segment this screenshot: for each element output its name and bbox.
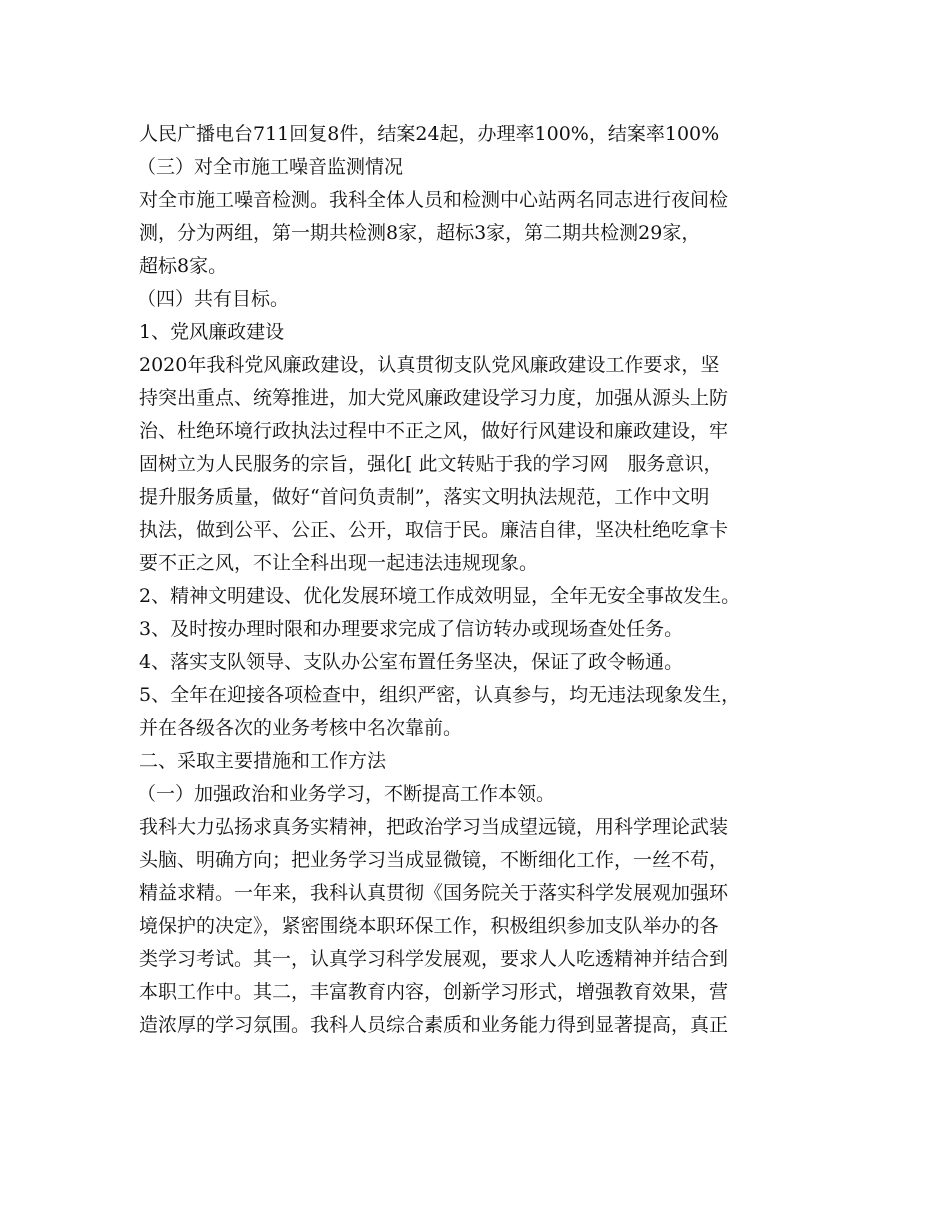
text-line: 类学习考试。其一，认真学习科学发展观，要求人人吃透精神并结合到 xyxy=(139,948,729,970)
text-line: 头脑、明确方向；把业务学习当成显微镜，不断细化工作，一丝不苟， xyxy=(139,849,729,871)
list-item: 3、及时按办理时限和办理要求完成了信访转办或现场查处任务。 xyxy=(139,618,684,640)
text-line: 2020年我科党风廉政建设，认真贯彻支队党风廉政建设工作要求，坚 xyxy=(139,354,720,376)
document-body xyxy=(139,118,829,1042)
section-heading: （一）加强政治和业务学习，不断提高工作本领。 xyxy=(137,783,556,805)
text-line: 人民广播电台711回复8件，结案24起，办理率100%，结案率100% xyxy=(139,123,720,145)
text-line: 执法，做到公平、公正、公开，取信于民。廉洁自律，坚决杜绝吃拿卡 xyxy=(139,519,729,541)
list-item: 2、精神文明建设、优化发展环境工作成效明显，全年无安全事故发生。 xyxy=(139,585,741,607)
text-line: 造浓厚的学习氛围。我科人员综合素质和业务能力得到显著提高，真正 xyxy=(139,1014,729,1036)
text-line: 治、杜绝环境行政执法过程中不正之风，做好行风建设和廉政建设，牢 xyxy=(139,420,729,442)
text-line: 提升服务质量，做好“首问负责制”，落实文明执法规范，工作中文明 xyxy=(139,486,710,508)
list-item: 5、全年在迎接各项检查中，组织严密，认真参与，均无违法现象发生， xyxy=(139,684,741,706)
text-line: 并在各级各次的业务考核中名次靠前。 xyxy=(139,717,463,739)
text-line: 持突出重点、统筹推进，加大党风廉政建设学习力度，加强从源头上防 xyxy=(139,387,729,409)
text-line: 对全市施工噪音检测。我科全体人员和检测中心站两名同志进行夜间检 xyxy=(139,189,729,211)
list-item: 4、落实支队领导、支队办公室布置任务坚决，保证了政令畅通。 xyxy=(139,651,684,673)
text-line: 要不正之风，不让全科出现一起违法违规现象。 xyxy=(139,552,539,574)
text-line: 测，分为两组，第一期共检测8家，超标3家，第二期共检测29家， xyxy=(139,222,701,244)
item-heading: 1、党风廉政建设 xyxy=(139,321,285,343)
text-line: 精益求精。一年来，我科认真贯彻《国务院关于落实科学发展观加强环 xyxy=(139,882,729,904)
text-line: 本职工作中。其二，丰富教育内容，创新学习形式，增强教育效果，营 xyxy=(139,981,729,1003)
text-line: 我科大力弘扬求真务实精神，把政治学习当成望远镜，用科学理论武装 xyxy=(139,816,729,838)
text-line: 超标8家。 xyxy=(139,255,228,277)
chapter-heading: 二、采取主要措施和工作方法 xyxy=(139,750,387,772)
section-heading: （三）对全市施工噪音监测情况 xyxy=(137,156,404,178)
text-line: 固树立为人民服务的宗旨，强化[ 此文转贴于我的学习网 服务意识， xyxy=(139,453,723,475)
section-heading: （四）共有目标。 xyxy=(137,288,290,310)
text-line: 境保护的决定》，紧密围绕本职环保工作，积极组织参加支队举办的各 xyxy=(139,915,719,937)
